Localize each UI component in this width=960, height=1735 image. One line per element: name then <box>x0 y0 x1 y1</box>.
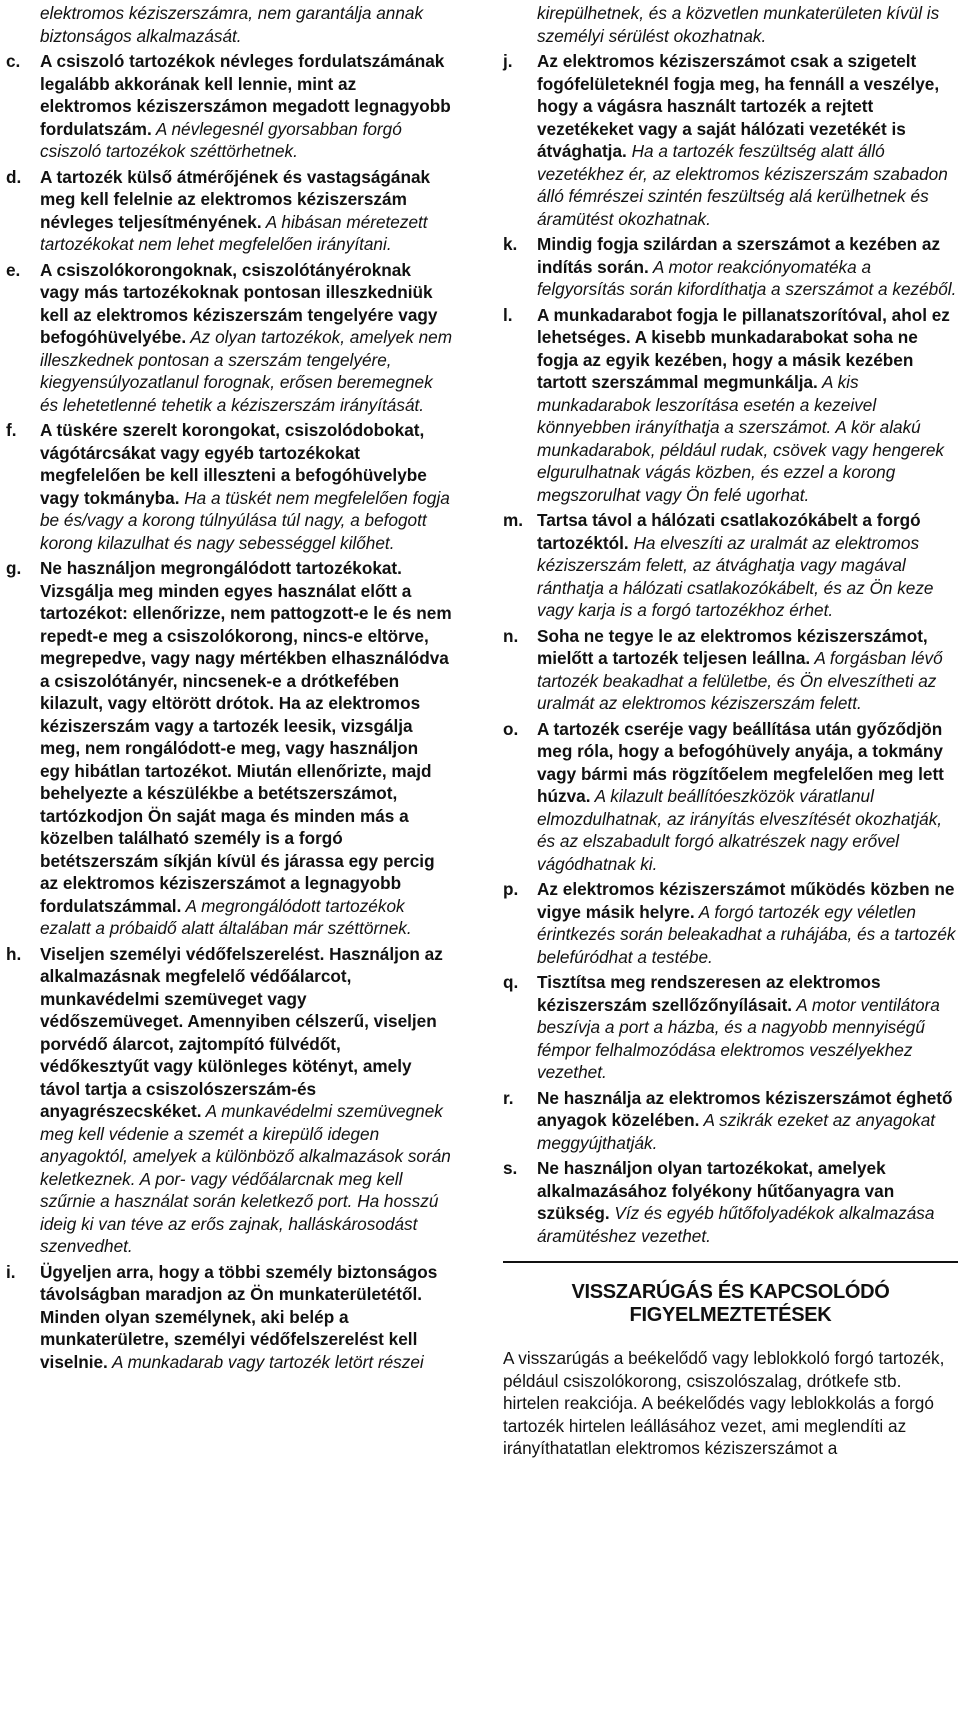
item-letter: o. <box>503 718 519 739</box>
item-letter: g. <box>6 558 22 578</box>
section-heading <box>503 1281 958 1327</box>
item-letter: j. <box>503 51 513 71</box>
item-letter: e. <box>6 259 21 280</box>
item-explanation: A kis munkadarabok leszorítása esetén a kezeivel könnyebben irányíthatja a szerszámot. A kör alakú munkadarabok, például rudak, csövek vagy hengerek elgurulhatnak vágás közben, és ezzel a korong megszorulhat vagy Ön felé ugorhat. <box>537 372 945 505</box>
item-instruction: Viseljen személyi védőfelszerelést. Használjon az alkalmazásnak megfelelő védőálarcot, munkavédelmi szemüveget vagy védőszemüveget. Amennyiben célszerű, viseljen porvédő álarcot, zajtompító fülvédőt, védőkesztyűt vagy különleges kötényt, amely távol tartja a csiszolószerszám-és anyagrészecskéket. <box>40 943 443 1121</box>
item-letter: c. <box>6 51 21 71</box>
list-item <box>6 1261 452 1374</box>
list-item <box>6 166 452 256</box>
list-item <box>503 233 958 301</box>
right-column <box>503 0 958 1460</box>
item-explanation: Ha elveszíti az uralmát az elektromos kéziszerszám felett, az átvághatja vagy magával ránthatja a hálózati csatlakozókábelt, és az Ön keze vagy karja is a forgó tartozékhoz érhet. <box>537 532 934 620</box>
left-items <box>6 50 452 1373</box>
item-explanation: A forgó tartozék egy véletlen érintkezés során beleakadhat a ruhájába, és a tartozék belefúródhat a testébe. <box>537 901 956 967</box>
list-item <box>6 557 452 940</box>
item-explanation: A forgásban lévő tartozék beakadhat a felületbe, és Ön elveszítheti az uralmát az elektromos kéziszerszám felett. <box>537 648 943 713</box>
item-explanation: Ha a tartozék feszültség alatt álló vezetékhez ér, az elektromos kéziszerszám szabadon álló fémrészei szintén feszültség alá kerülhetnek és áramütést okozhatnak. <box>537 141 948 229</box>
list-item <box>503 718 958 876</box>
list-item <box>503 304 958 507</box>
item-explanation: A munkavédelmi szemüvegnek meg kell védenie a szemét a kirepülő idegen anyagoktól, amelyek a különböző alkalmazások során keletkeznek. A por- vagy védőálarcnak meg kell szűrnie a használat során keletkező port. Ha hosszú ideig ki van téve az erős zajnak, halláskárosodást szenvedhet. <box>40 1101 451 1256</box>
item-explanation: A megrongálódott tartozékok ezalatt a próbaidő alatt általában már széttörnek. <box>40 895 412 938</box>
item-explanation: A motor reakciónyomatéka a felgyorsítás során kifordíthatja a szerszámot a kezéből. <box>537 256 957 299</box>
list-item <box>503 625 958 715</box>
item-letter: l. <box>503 304 513 325</box>
item-instruction: Soha ne tegye le az elektromos kéziszerszámot, mielőtt a tartozék teljesen leállna. <box>537 625 928 668</box>
list-item <box>503 971 958 1084</box>
list-item <box>503 509 958 622</box>
list-item <box>6 50 452 163</box>
item-letter: q. <box>503 972 519 992</box>
item-instruction: A tartozék külső átmérőjének és vastagságának meg kell felelnie az elektromos kéziszerszám névleges teljesítményének. <box>40 166 431 232</box>
section-divider <box>503 1261 958 1263</box>
item-letter: d. <box>6 166 22 187</box>
item-instruction: Tartsa távol a hálózati csatlakozókábelt a forgó tartozéktól. <box>537 510 921 553</box>
heading-line-1: VISSZARÚGÁS ÉS KAPCSOLÓDÓ <box>571 1281 890 1303</box>
item-letter: m. <box>503 510 524 530</box>
item-instruction: A munkadarabot fogja le pillanatszorítóval, ahol ez lehetséges. A kisebb munkadarabokat soha ne fogja az egyik kezében, hogy a másik kezében tartott szerszámmal megmunkálja. <box>537 304 950 392</box>
left-continuation: elektromos kéziszerszámra, nem garantálja annak biztonságos alkalmazását. <box>40 3 424 46</box>
list-item <box>6 943 452 1258</box>
item-explanation: A névlegesnél gyorsabban forgó csiszoló tartozékok széttörhetnek. <box>40 118 402 161</box>
item-instruction: Ne használja az elektromos kéziszerszámot éghető anyagok közelében. <box>537 1087 953 1130</box>
list-item <box>503 50 958 230</box>
item-instruction: A csiszoló tartozékok névleges fordulatszámának legalább akkorának kell lennie, mint az elektromos kéziszerszámon megadott legnagyobb fordulatszám. <box>40 51 451 139</box>
item-instruction: Ügyeljen arra, hogy a többi személy biztonságos távolságban maradjon az Ön munkaterületétől. Minden olyan személynek, aki belép a munkaterületre, személyi védőfelszerelést kell viselnie. <box>40 1261 438 1372</box>
item-explanation: Az olyan tartozékok, amelyek nem illeszkednek pontosan a szerszám tengelyére, kiegyensúlyozatlanul forognak, erősen beremegnek és lehetetlenné tehetik a kéziszerszám irányítását. <box>40 327 453 415</box>
heading-line-2: FIGYELMEZTETÉSEK <box>629 1304 832 1326</box>
item-instruction: Mindig fogja szilárdan a szerszámot a kezében az indítás során. <box>537 234 941 277</box>
item-explanation: Ha a tüskét nem megfelelően fogja be és/vagy a korong túlnyúlása túl nagy, a befogott korong kilazulhat és nagy sebességgel kilőhet. <box>40 487 450 553</box>
item-explanation: A motor ventilátora beszívja a port a házba, és a nagyobb mennyiségű fémpor felhalmozódása elektromos veszélyekhez vezethet. <box>537 994 940 1082</box>
item-letter: k. <box>503 234 518 254</box>
item-letter: p. <box>503 879 519 899</box>
list-item <box>6 259 452 417</box>
item-letter: n. <box>503 625 519 646</box>
item-instruction: Az elektromos kéziszerszámot működés közben ne vigye másik helyre. <box>537 879 955 922</box>
list-item <box>503 878 958 968</box>
left-column <box>6 0 452 1373</box>
item-explanation: Víz és egyéb hűtőfolyadékok alkalmazása áramütéshez vezethet. <box>537 1203 935 1246</box>
list-item <box>503 1157 958 1247</box>
item-explanation: A munkadarab vagy tartozék letört részei <box>107 1351 424 1372</box>
kickback-paragraph: A visszarúgás a beékelődő vagy leblokkoló forgó tartozék, például csiszolókorong, csiszolószalag, drótkefe stb. hirtelen reakciója. A beékelődés vagy leblokkolás a forgó tartozék hirtelen leállásához vezet, ami meglendíti az irányíthatatlan elektromos kéziszerszámot a <box>503 1348 945 1458</box>
item-instruction: Ne használjon olyan tartozékokat, amelyek alkalmazásához folyékony hűtőanyagra van szükség. <box>537 1158 895 1223</box>
list-item <box>503 1087 958 1155</box>
right-items <box>503 50 958 1247</box>
item-letter: f. <box>6 420 17 440</box>
item-explanation: A hibásan méretezett tartozékokat nem lehet megfelelően irányítani. <box>40 211 428 254</box>
item-letter: s. <box>503 1158 518 1178</box>
item-instruction: Ne használjon megrongálódott tartozékokat. Vizsgálja meg minden egyes használat előtt a tartozékot: ellenőrizze, nem pattogzott-e le és nem repedt-e meg a csiszolókorong, nincs-e eltörve, megrepedve, vagy nagy mértékben elhasználódva a csiszolótányér, nincsenek-e a drótkefében kilazult, vagy eltörött drótok. Ha az elektromos kéziszerszám vagy a tartozék leesik, vizsgálja meg, nem rongálódott-e meg, vagy használjon egy hibátlan tartozékot. Miután ellenőrizte, majd behelyezte a készülékbe a betétszerszámot, tartózkodjon Ön saját maga és minden más a közelben található személy is a forgó betétszerszám síkján kívül és járassa egy percig az elektromos kéziszerszámot a legnagyobb fordulatszámmal. <box>40 558 452 916</box>
item-instruction: A tüskére szerelt korongokat, csiszolódobokat, vágótárcsákat vagy egyéb tartozékokat megfelelően be kell illeszteni a befogóhüvelybe vagy tokmányba. <box>40 420 427 508</box>
item-letter: h. <box>6 943 22 964</box>
right-continuation: kirepülhetnek, és a közvetlen munkaterületen kívül is személyi sérülést okozhatnak. <box>537 3 940 46</box>
item-explanation: A szikrák ezeket az anyagokat meggyújthatják. <box>537 1110 936 1153</box>
item-letter: i. <box>6 1261 16 1282</box>
item-instruction: A csiszolókorongoknak, csiszolótányéroknak vagy más tartozékoknak pontosan illeszkedniük kell az elektromos kéziszerszám tengelyére vagy befogóhüvelyébe. <box>40 259 438 347</box>
item-letter: r. <box>503 1087 514 1108</box>
list-item <box>6 419 452 554</box>
item-instruction: Az elektromos kéziszerszámot csak a szigetelt fogófelületeknél fogja meg, ha fennáll a veszélye, hogy a vágásra használt tartozék a rejtett vezetékeket vagy a saját hálózati vezetékét is átvághatja. <box>537 51 940 161</box>
item-instruction: A tartozék cseréje vagy beállítása után győződjön meg róla, hogy a befogóhüvely anyája, a tokmány vagy bármi más rögzítőelem megfelelően meg lett húzva. <box>537 718 944 806</box>
item-instruction: Tisztítsa meg rendszeresen az elektromos kéziszerszám szellőzőnyílásait. <box>537 972 881 1015</box>
item-explanation: A kilazult beállítóeszközök váratlanul elmozdulhatnak, az irányítás elveszítését okozhatják, és az elszabadult forgó alkatrészek nagy erővel vágódhatnak ki. <box>537 786 943 874</box>
